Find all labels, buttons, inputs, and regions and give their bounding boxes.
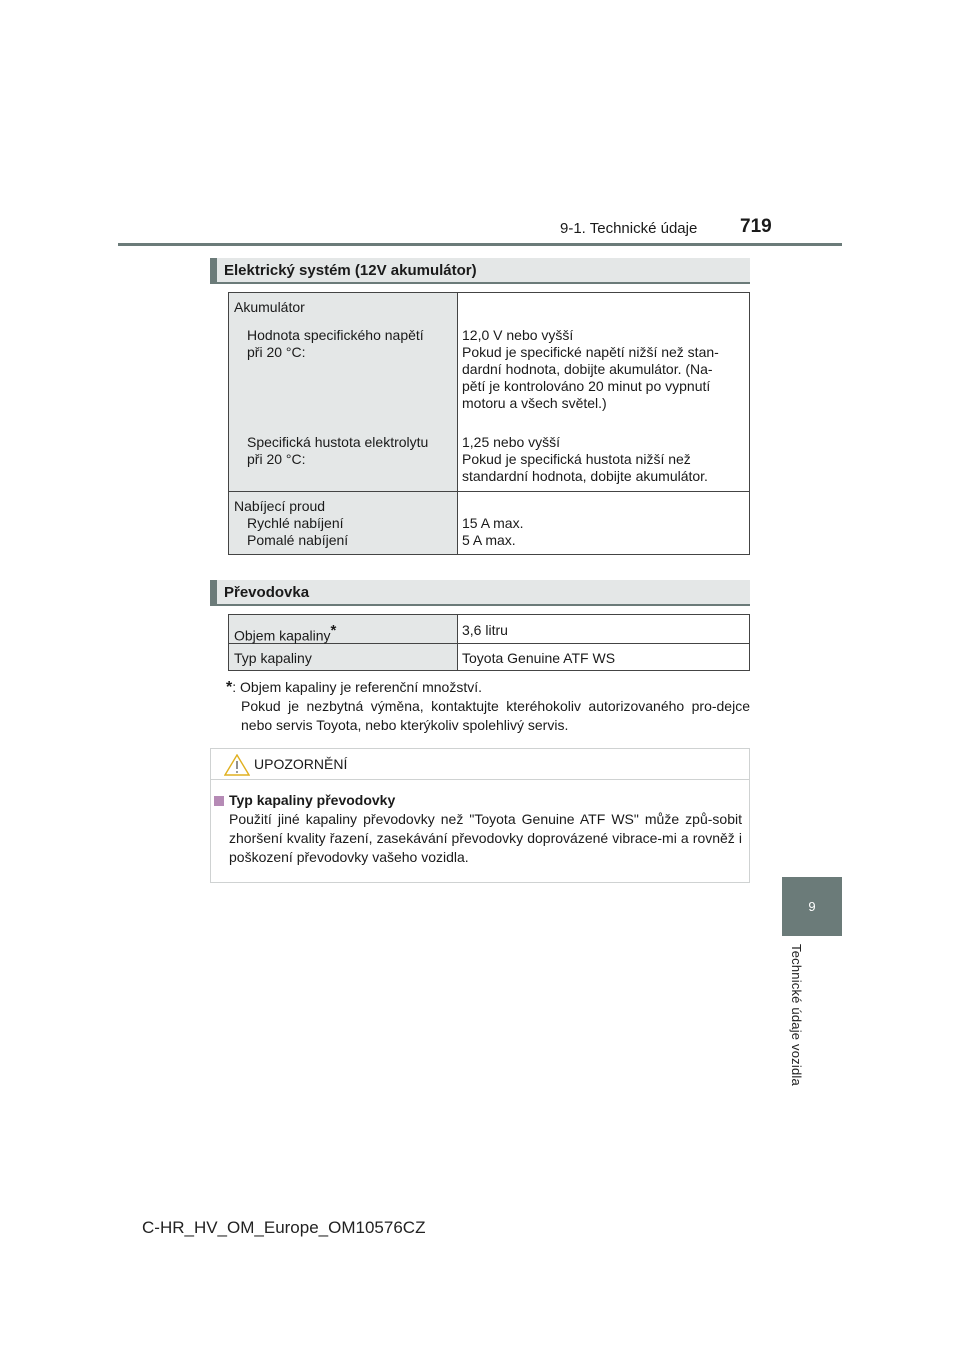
warning-body: Použití jiné kapaliny převodovky než "Toyota Genuine ATF WS" může způ-sobit zhoršení kvality řazení, zasekávání převodovky doprovázené vibrace-mi a rovněž i poškození převodovky vašeho vozidla. [229, 811, 742, 865]
heading-bar [210, 580, 217, 604]
warning-triangle-icon [224, 754, 250, 776]
gravity-label-1: Specifická hustota elektrolytu [247, 434, 429, 450]
voltage-label-2: při 20 °C: [247, 344, 306, 360]
charge-label: Nabíjecí proud [234, 498, 326, 514]
warning-title: UPOZORNĚNÍ [254, 756, 348, 772]
footnote-line2: Pokud je nezbytná výměna, kontaktujte kteréhokoliv autorizovaného pro-dejce nebo servis Toyota, nebo kterýkoliv spolehlivý servis. [241, 698, 750, 733]
transmission-heading-text: Převodovka [224, 584, 310, 601]
voltage-label-1: Hodnota specifického napětí [247, 327, 424, 343]
electrical-heading-text: Elektrický systém (12V akumulátor) [224, 262, 477, 279]
bullet-square-icon [214, 796, 224, 806]
voltage-value: 12,0 V nebo vyšší Pokud je specifické napětí nižší než stan- dardní hodnota, dobijte akumulátor. (Na- pětí je kontrolováno 20 minut po vypnutí motoru a všech světel.) [462, 327, 719, 411]
fluid-capacity-label: Objem kapaliny* [234, 622, 337, 644]
header-section-title: 9-1. Technické údaje [560, 220, 698, 237]
heading-bar [210, 258, 217, 282]
page-number: 719 [740, 216, 772, 237]
document-code: C-HR_HV_OM_Europe_OM10576CZ [142, 1218, 426, 1237]
fast-charge-value: 15 A max. [462, 515, 524, 531]
chapter-number: 9 [808, 899, 816, 914]
warning-item-title: Typ kapaliny převodovky [229, 792, 396, 808]
electrical-table [228, 292, 750, 555]
footnote-asterisk: * [330, 622, 337, 639]
footnote-line1: : Objem kapaliny je referenční množství. [232, 679, 483, 695]
fluid-type-label: Typ kapaliny [234, 650, 312, 666]
fluid-type-value: Toyota Genuine ATF WS [462, 650, 616, 666]
transmission-table [228, 614, 750, 671]
slow-charge-label: Pomalé nabíjení [247, 532, 349, 548]
footnote-star: * [226, 679, 233, 696]
chapter-label: Technické údaje vozidla [789, 944, 804, 1086]
fluid-capacity-value: 3,6 litru [462, 622, 508, 638]
transmission-heading [210, 580, 750, 606]
chapter-tab[interactable] [782, 877, 842, 936]
battery-label: Akumulátor [234, 299, 305, 315]
warning-header [211, 749, 749, 780]
gravity-value: 1,25 nebo vyšší Pokud je specifická hustota nižší než standardní hodnota, dobijte akumulátor. [462, 434, 708, 484]
gravity-label-2: při 20 °C: [247, 451, 306, 467]
slow-charge-value: 5 A max. [462, 532, 516, 548]
footnote [226, 678, 750, 735]
fast-charge-label: Rychlé nabíjení [247, 515, 344, 531]
electrical-heading [210, 258, 750, 284]
header-rule [118, 243, 842, 246]
